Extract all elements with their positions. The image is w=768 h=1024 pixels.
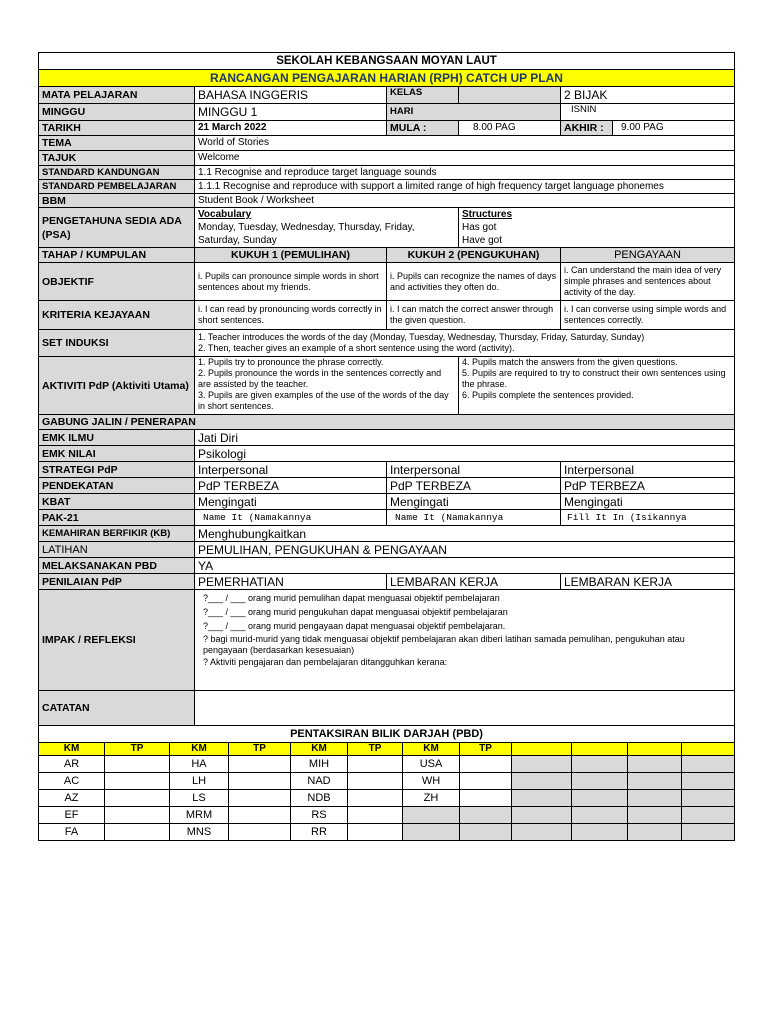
rph-table [38,52,735,726]
pak21-1: Name It (Namakannya [195,510,387,526]
label-kbat: KBAT [39,494,195,510]
strategi-1: Interpersonal [195,462,387,478]
label-emk-ilmu: EMK ILMU [39,430,195,446]
pbd-tp[interactable] [105,756,170,773]
pbd-tp[interactable] [460,773,512,790]
label-bbm: BBM [39,194,195,208]
pbd-km: AZ [39,790,105,807]
psa-vocab-title: Vocabulary [198,209,252,220]
pbd-row [39,824,735,841]
label-latihan: LATIHAN [39,542,195,558]
kbat-3: Mengingati [561,494,735,510]
strategi-3: Interpersonal [561,462,735,478]
pbd-km: AR [39,756,105,773]
objektif-kukuh1: i. Pupils can pronounce simple words in short sentences about my friends. [195,263,387,301]
pbd-km: LH [170,773,229,790]
psa-vocab: Monday, Tuesday, Wednesday, Thursday, Friday, Saturday, Sunday [198,222,415,246]
label-minggu: MINGGU [39,104,195,121]
pbd-km: USA [403,756,460,773]
refleksi-2: ?___ / ___ orang murid pengukuhan dapat menguasai objektif pembelajaran [203,607,508,617]
label-strategi: STRATEGI PdP [39,462,195,478]
label-tahap: TAHAP / KUMPULAN [39,248,195,263]
label-catatan: CATATAN [39,691,195,726]
aktiviti-3: 3. Pupils are given examples of the use of the words of the day in short sentences. [198,390,449,411]
label-emk-nilai: EMK NILAI [39,446,195,462]
set-induksi-2: 2. Then, teacher gives an example of a short sentence using the word (activity). [198,343,515,353]
value-kemahiran-berfikir: Menghubungkaitkan [195,526,735,542]
penilaian-1: PEMERHATIAN [195,574,387,590]
objektif-pengayaan: i. Can understand the main idea of very simple phrases and sentences about activity of the day. [561,263,735,301]
pbd-km: ZH [403,790,460,807]
pbd-km: FA [39,824,105,841]
objektif-kukuh2: i. Pupils can recognize the names of days and activities they often do. [387,263,561,301]
psa-structure-2: Have got [462,235,503,246]
value-tarikh: 21 March 2022 [195,121,387,136]
value-latihan: PEMULIHAN, PENGUKUHAN & PENGAYAAN [195,542,735,558]
pbd-tp[interactable] [105,773,170,790]
set-induksi-1: 1. Teacher introduces the words of the day (Monday, Tuesday, Wednesday, Thursday, Friday, Saturday, Sunday) [198,332,645,342]
school-name: SEKOLAH KEBANGSAAN MOYAN LAUT [39,53,735,70]
label-kelas: KELAS [387,87,459,104]
pbd-km: LS [170,790,229,807]
pbd-tp[interactable] [460,790,512,807]
pbd-tp[interactable] [348,773,403,790]
label-kriteria: KRITERIA KEJAYAAN [39,301,195,330]
kbat-2: Mengingati [387,494,561,510]
kbat-1: Mengingati [195,494,387,510]
pbd-km: RS [291,807,348,824]
label-standard-kandungan: STANDARD KANDUNGAN [39,166,195,180]
pbd-tp[interactable] [105,790,170,807]
aktiviti-2: 2. Pupils pronounce the words in the sentences correctly and are assisted by the teacher. [198,368,442,389]
pbd-tp[interactable] [105,824,170,841]
pbd-tp[interactable] [229,824,291,841]
penilaian-2: LEMBARAN KERJA [387,574,561,590]
pbd-km: MNS [170,824,229,841]
value-minggu: MINGGU 1 [195,104,387,121]
refleksi-1: ?___ / ___ orang murid pemulihan dapat menguasai objektif pembelajaran [203,593,500,603]
label-mata-pelajaran: MATA PELAJARAN [39,87,195,104]
label-kemahiran-berfikir: KEMAHIRAN BERFIKIR (KB) [39,526,195,542]
pbd-km: MIH [291,756,348,773]
value-bbm: Student Book / Worksheet [195,194,735,208]
pbd-km: NAD [291,773,348,790]
value-mula: 8.00 PAG [459,121,561,136]
label-tarikh: TARIKH [39,121,195,136]
value-kelas: 2 BIJAK [561,87,735,104]
pbd-header-tp-4: TP [460,743,512,756]
pbd-header-km-4: KM [403,743,460,756]
label-tema: TEMA [39,136,195,151]
aktiviti-5: 5. Pupils are required to try to construct their own sentences using the phrase. [462,368,726,389]
value-tema: World of Stories [195,136,735,151]
psa-structures-title: Structures [462,209,513,220]
header-kukuh1: KUKUH 1 (PEMULIHAN) [195,248,387,263]
pbd-header-tp-3: TP [348,743,403,756]
pbd-tp[interactable] [105,807,170,824]
value-emk-nilai: Psikologi [195,446,735,462]
header-pengayaan: PENGAYAAN [561,248,735,263]
label-penilaian: PENILAIAN PdP [39,574,195,590]
pbd-header-tp-1: TP [105,743,170,756]
pbd-tp[interactable] [229,773,291,790]
pbd-km: EF [39,807,105,824]
pbd-tp[interactable] [229,790,291,807]
value-pbd: YA [195,558,735,574]
value-mata-pelajaran: BAHASA INGGERIS [195,87,387,104]
pak21-3: Fill It In (Isikannya [561,510,735,526]
pbd-row [39,756,735,773]
pendekatan-2: PdP TERBEZA [387,478,561,494]
label-set-induksi: SET INDUKSI [39,330,195,357]
label-aktiviti: AKTIVITI PdP (Aktiviti Utama) [39,357,195,415]
label-psa: PENGETAHUNA SEDIA ADA (PSA) [39,208,195,248]
aktiviti-6: 6. Pupils complete the sentences provided. [462,390,634,400]
pbd-row [39,773,735,790]
pbd-header-km-2: KM [170,743,229,756]
pendekatan-3: PdP TERBEZA [561,478,735,494]
pbd-tp[interactable] [348,807,403,824]
label-hari: HARI [387,104,561,121]
label-pendekatan: PENDEKATAN [39,478,195,494]
pbd-km: MRM [170,807,229,824]
label-pak21: PAK-21 [39,510,195,526]
kriteria-pengayaan: i. I can converse using simple words and sentences correctly. [561,301,735,330]
pbd-km: AC [39,773,105,790]
rph-document [38,52,734,841]
refleksi-4: ? bagi murid-murid yang tidak menguasai objektif pembelajaran akan diberi latihan samada pemulihan, pengukuhan atau pengayaan (berdasarkan kesesuaian) [203,634,685,655]
pbd-km: NDB [291,790,348,807]
psa-structure-1: Has got [462,222,497,233]
pbd-header-km-1: KM [39,743,105,756]
plan-title: RANCANGAN PENGAJARAN HARIAN (RPH) CATCH UP PLAN [39,70,735,87]
penilaian-3: LEMBARAN KERJA [561,574,735,590]
value-emk-ilmu: Jati Diri [195,430,735,446]
header-kukuh2: KUKUH 2 (PENGUKUHAN) [387,248,561,263]
label-tajuk: TAJUK [39,151,195,166]
value-catatan[interactable] [195,691,735,726]
label-impak-refleksi: IMPAK / REFLEKSI [39,590,195,691]
pbd-tp[interactable] [229,807,291,824]
aktiviti-1: 1. Pupils try to pronounce the phrase correctly. [198,357,384,367]
strategi-2: Interpersonal [387,462,561,478]
pbd-header-tp-2: TP [229,743,291,756]
label-objektif: OBJEKTIF [39,263,195,301]
pbd-km: RR [291,824,348,841]
value-standard-pembelajaran: 1.1.1 Recognise and reproduce with support a limited range of high frequency target language phonemes [195,180,735,194]
label-gabung-jalin: GABUNG JALIN / PENERAPAN [39,415,735,430]
label-standard-pembelajaran: STANDARD PEMBELAJARAN [39,180,195,194]
kriteria-kukuh1: i. I can read by pronouncing words correctly in short sentences. [195,301,387,330]
pendekatan-1: PdP TERBEZA [195,478,387,494]
value-standard-kandungan: 1.1 Recognise and reproduce target language sounds [195,166,735,180]
label-akhir: AKHIR : [561,121,613,136]
pbd-tp[interactable] [348,756,403,773]
pak21-2: Name It (Namakannya [387,510,561,526]
value-hari: ISNIN [561,104,735,121]
refleksi-3: ?___ / ___ orang murid pengayaan dapat menguasai objektif pembelajaran. [203,621,506,631]
pbd-km: WH [403,773,460,790]
pbd-title: PENTAKSIRAN BILIK DARJAH (PBD) [39,726,735,743]
pbd-header-km-3: KM [291,743,348,756]
value-akhir: 9.00 PAG [613,121,735,136]
kriteria-kukuh2: i. I can match the correct answer through the given question. [387,301,561,330]
pbd-tp[interactable] [348,824,403,841]
refleksi-5: ? Aktiviti pengajaran dan pembelajaran ditangguhkan kerana: [203,657,448,667]
label-mula: MULA : [387,121,459,136]
pbd-tp[interactable] [229,756,291,773]
pbd-row [39,807,735,824]
pbd-table [38,726,735,841]
value-tajuk: Welcome [195,151,735,166]
label-pbd: MELAKSANAKAN PBD [39,558,195,574]
pbd-tp[interactable] [348,790,403,807]
pbd-row [39,790,735,807]
aktiviti-4: 4. Pupils match the answers from the given questions. [462,357,678,367]
pbd-tp[interactable] [460,756,512,773]
pbd-km: HA [170,756,229,773]
